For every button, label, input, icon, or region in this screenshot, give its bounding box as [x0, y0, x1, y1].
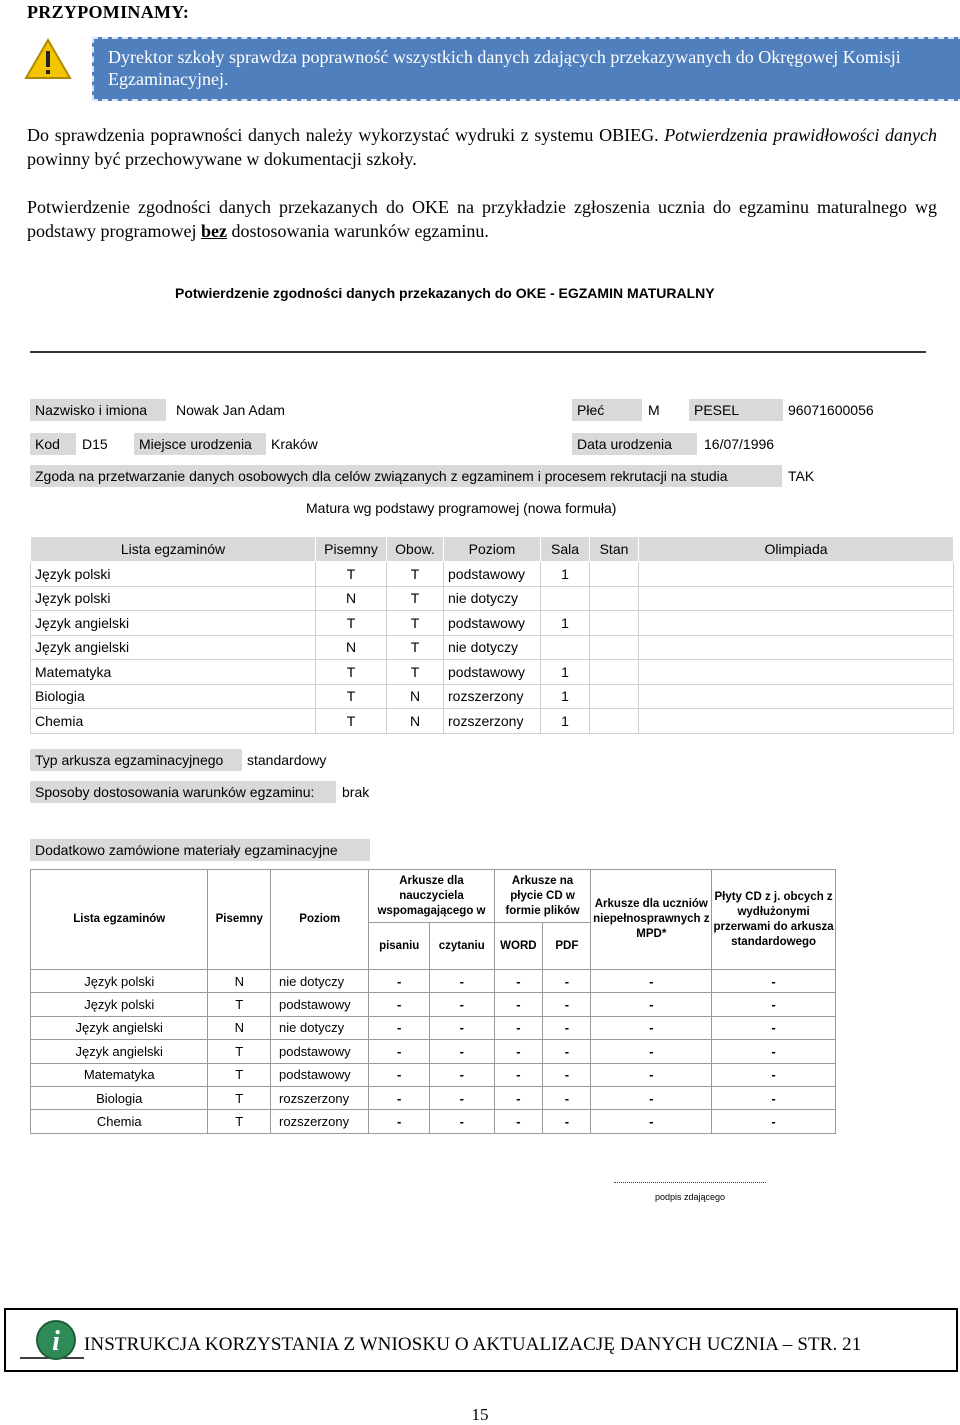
- exam-cell: T: [316, 660, 387, 685]
- exam-cell: [590, 660, 639, 685]
- material-cell: -: [369, 1086, 430, 1109]
- reminder-banner: Dyrektor szkoły sprawdza poprawność wszystkich danych zdających przekazywanych do Okręgowej Komisji Egzaminacyjnej.: [92, 37, 960, 101]
- mat-col-cd-breaks: Płyty CD z j. obcych z wydłużonymi przerwami do arkusza standardowego: [712, 870, 836, 970]
- material-cell: -: [369, 1016, 430, 1039]
- material-cell: -: [543, 1063, 591, 1086]
- exam-cell: [590, 611, 639, 636]
- exam-cell: N: [387, 709, 444, 734]
- adaptation-label: Sposoby dostosowania warunków egzaminu:: [30, 781, 336, 803]
- birthplace-label: Miejsce urodzenia: [134, 433, 266, 455]
- col-room: Sala: [541, 537, 590, 562]
- exam-cell: Matematyka: [31, 660, 316, 685]
- birthdate-value: 16/07/1996: [704, 436, 775, 452]
- exam-cell: 1: [541, 562, 590, 587]
- exam-cell: T: [316, 611, 387, 636]
- exam-cell: [639, 562, 954, 587]
- material-cell: -: [591, 1040, 712, 1063]
- material-cell: Język angielski: [31, 1040, 208, 1063]
- material-cell: rozszerzony: [271, 1086, 369, 1109]
- exam-cell: 1: [541, 709, 590, 734]
- exam-cell: Chemia: [31, 709, 316, 734]
- material-cell: -: [591, 970, 712, 993]
- exam-cell: T: [316, 709, 387, 734]
- birthdate-label: Data urodzenia: [572, 433, 697, 455]
- material-cell: N: [208, 1016, 271, 1039]
- exam-cell: [590, 635, 639, 660]
- mat-col-pdf: PDF: [543, 923, 591, 970]
- material-cell: Język angielski: [31, 1016, 208, 1039]
- exam-cell: podstawowy: [444, 611, 541, 636]
- paragraph-verification: Do sprawdzenia poprawności danych należy wykorzystać wydruki z systemu OBIEG. Potwierdzenia prawidłowości danych powinny być przechowywane w dokumentacji szkoły.: [27, 125, 937, 169]
- mat-col-word: WORD: [494, 923, 543, 970]
- page-heading: PRZYPOMINAMY:: [27, 2, 190, 22]
- material-cell: Biologia: [31, 1086, 208, 1109]
- pesel-label: PESEL: [689, 399, 783, 421]
- exam-cell: Język polski: [31, 562, 316, 587]
- mat-col-written: Pisemny: [208, 870, 271, 970]
- exam-cell: T: [387, 635, 444, 660]
- exam-cell: [639, 660, 954, 685]
- material-cell: -: [591, 1110, 712, 1133]
- material-cell: T: [208, 1086, 271, 1109]
- col-level: Poziom: [444, 537, 541, 562]
- material-row: [31, 1063, 836, 1086]
- material-cell: -: [591, 993, 712, 1016]
- material-cell: T: [208, 993, 271, 1016]
- sheet-type-value: standardowy: [247, 752, 327, 768]
- material-cell: T: [208, 1110, 271, 1133]
- exam-cell: rozszerzony: [444, 709, 541, 734]
- material-cell: -: [712, 970, 836, 993]
- page-number: 15: [471, 1405, 489, 1424]
- material-cell: -: [543, 1086, 591, 1109]
- signature-label: podpis zdającego: [655, 1192, 726, 1202]
- material-cell: -: [712, 1040, 836, 1063]
- exam-cell: T: [316, 684, 387, 709]
- material-cell: -: [429, 1016, 494, 1039]
- exam-cell: rozszerzony: [444, 684, 541, 709]
- material-cell: T: [208, 1040, 271, 1063]
- sex-label: Płeć: [572, 399, 642, 421]
- material-cell: podstawowy: [271, 993, 369, 1016]
- exam-row: [31, 660, 954, 685]
- material-cell: Język polski: [31, 993, 208, 1016]
- mat-col-cd-files: Arkusze na płycie CD w formie plików: [494, 870, 591, 923]
- exam-cell: T: [387, 562, 444, 587]
- exam-cell: Język angielski: [31, 635, 316, 660]
- material-cell: -: [429, 1086, 494, 1109]
- exam-cell: nie dotyczy: [444, 586, 541, 611]
- material-cell: -: [369, 993, 430, 1016]
- name-label: Nazwisko i imiona: [30, 399, 166, 421]
- sex-value: M: [648, 402, 660, 418]
- material-cell: -: [369, 1063, 430, 1086]
- mat-col-reading: czytaniu: [429, 923, 494, 970]
- material-cell: -: [712, 1016, 836, 1039]
- exam-row: [31, 562, 954, 587]
- material-cell: -: [712, 1086, 836, 1109]
- material-cell: -: [494, 1086, 543, 1109]
- material-cell: -: [543, 970, 591, 993]
- material-cell: -: [494, 1063, 543, 1086]
- info-icon: [20, 1318, 84, 1364]
- exam-cell: [590, 562, 639, 587]
- code-value: D15: [82, 436, 108, 452]
- form-title: Potwierdzenie zgodności danych przekazanych do OKE - EGZAMIN MATURALNY: [175, 285, 715, 301]
- material-cell: -: [494, 1016, 543, 1039]
- consent-value: TAK: [788, 468, 815, 484]
- exam-cell: T: [316, 562, 387, 587]
- warning-icon: [24, 38, 72, 80]
- mat-col-teacher: Arkusze dla nauczyciela wspomagającego w: [369, 870, 494, 923]
- material-cell: Chemia: [31, 1110, 208, 1133]
- exam-row: [31, 709, 954, 734]
- signature-line: [614, 1182, 766, 1183]
- material-cell: -: [369, 1040, 430, 1063]
- material-cell: -: [712, 993, 836, 1016]
- materials-header-row: [31, 870, 836, 923]
- consent-label: Zgoda na przetwarzanie danych osobowych dla celów związanych z egzaminem i procesem rekrutacji na studia: [30, 465, 782, 487]
- exam-cell: [639, 635, 954, 660]
- material-row: [31, 970, 836, 993]
- exam-cell: Biologia: [31, 684, 316, 709]
- material-cell: -: [429, 970, 494, 993]
- material-cell: -: [543, 1016, 591, 1039]
- exam-cell: T: [387, 660, 444, 685]
- exam-cell: 1: [541, 660, 590, 685]
- exam-cell: Język angielski: [31, 611, 316, 636]
- exam-cell: podstawowy: [444, 660, 541, 685]
- code-label: Kod: [30, 433, 76, 455]
- col-mandatory: Obow.: [387, 537, 444, 562]
- exam-cell: podstawowy: [444, 562, 541, 587]
- exam-cell: [639, 586, 954, 611]
- material-row: [31, 1110, 836, 1133]
- exam-cell: [590, 684, 639, 709]
- paragraph-example: Potwierdzenie zgodności danych przekazanych do OKE na przykładzie zgłoszenia ucznia do egzaminu maturalnego wg podstawy programowej bez dostosowania warunków egzaminu.: [27, 197, 937, 241]
- mat-col-writing: pisaniu: [369, 923, 430, 970]
- col-exam-list: Lista egzaminów: [31, 537, 316, 562]
- exam-row: [31, 684, 954, 709]
- materials-table: [30, 869, 836, 1134]
- material-cell: -: [429, 1110, 494, 1133]
- exam-cell: [639, 611, 954, 636]
- svg-text:i: i: [52, 1326, 60, 1357]
- material-cell: -: [591, 1016, 712, 1039]
- form-divider: [30, 351, 926, 353]
- material-row: [31, 993, 836, 1016]
- name-value: Nowak Jan Adam: [176, 402, 285, 418]
- exam-cell: Język polski: [31, 586, 316, 611]
- material-cell: -: [591, 1086, 712, 1109]
- material-cell: Język polski: [31, 970, 208, 993]
- exam-cell: 1: [541, 611, 590, 636]
- extra-materials-label: Dodatkowo zamówione materiały egzaminacyjne: [30, 839, 370, 861]
- col-olympiad: Olimpiada: [639, 537, 954, 562]
- material-cell: podstawowy: [271, 1040, 369, 1063]
- material-cell: -: [429, 1040, 494, 1063]
- exam-cell: [590, 586, 639, 611]
- material-cell: -: [494, 1040, 543, 1063]
- exam-row: [31, 611, 954, 636]
- exam-cell: [639, 709, 954, 734]
- exam-cell: 1: [541, 684, 590, 709]
- material-cell: nie dotyczy: [271, 970, 369, 993]
- material-cell: -: [369, 970, 430, 993]
- exam-cell: [541, 635, 590, 660]
- exam-cell: nie dotyczy: [444, 635, 541, 660]
- exams-header-row: [31, 537, 954, 562]
- exam-cell: N: [316, 586, 387, 611]
- exams-table: [30, 536, 954, 734]
- mat-col-level: Poziom: [271, 870, 369, 970]
- sheet-type-label: Typ arkusza egzaminacyjnego: [30, 749, 242, 771]
- material-cell: -: [494, 993, 543, 1016]
- material-cell: podstawowy: [271, 1063, 369, 1086]
- exam-cell: [639, 684, 954, 709]
- exam-row: [31, 635, 954, 660]
- material-cell: N: [208, 970, 271, 993]
- col-written: Pisemny: [316, 537, 387, 562]
- mat-col-exam-list: Lista egzaminów: [31, 870, 208, 970]
- material-cell: -: [712, 1063, 836, 1086]
- material-cell: -: [429, 993, 494, 1016]
- footer-text: INSTRUKCJA KORZYSTANIA Z WNIOSKU O AKTUALIZACJĘ DANYCH UCZNIA – STR. 21: [84, 1334, 862, 1355]
- material-cell: -: [369, 1110, 430, 1133]
- birthplace-value: Kraków: [271, 436, 318, 452]
- exam-row: [31, 586, 954, 611]
- mat-col-disabled: Arkusze dla uczniów niepełnosprawnych z MPD*: [591, 870, 712, 970]
- exam-cell: [541, 586, 590, 611]
- exam-cell: [590, 709, 639, 734]
- material-row: [31, 1016, 836, 1039]
- exam-cell: N: [387, 684, 444, 709]
- exam-cell: T: [387, 611, 444, 636]
- exam-cell: T: [387, 586, 444, 611]
- material-cell: -: [429, 1063, 494, 1086]
- exam-cell: N: [316, 635, 387, 660]
- material-cell: rozszerzony: [271, 1110, 369, 1133]
- material-cell: nie dotyczy: [271, 1016, 369, 1039]
- material-cell: T: [208, 1063, 271, 1086]
- form-subtitle: Matura wg podstawy programowej (nowa formuła): [306, 500, 617, 516]
- col-status: Stan: [590, 537, 639, 562]
- material-cell: -: [712, 1110, 836, 1133]
- adaptation-value: brak: [342, 784, 370, 800]
- material-cell: Matematyka: [31, 1063, 208, 1086]
- material-row: [31, 1086, 836, 1109]
- material-cell: -: [543, 1110, 591, 1133]
- material-cell: -: [543, 993, 591, 1016]
- material-cell: -: [543, 1040, 591, 1063]
- material-cell: -: [494, 970, 543, 993]
- material-row: [31, 1040, 836, 1063]
- material-cell: -: [494, 1110, 543, 1133]
- pesel-value: 96071600056: [788, 402, 874, 418]
- material-cell: -: [591, 1063, 712, 1086]
